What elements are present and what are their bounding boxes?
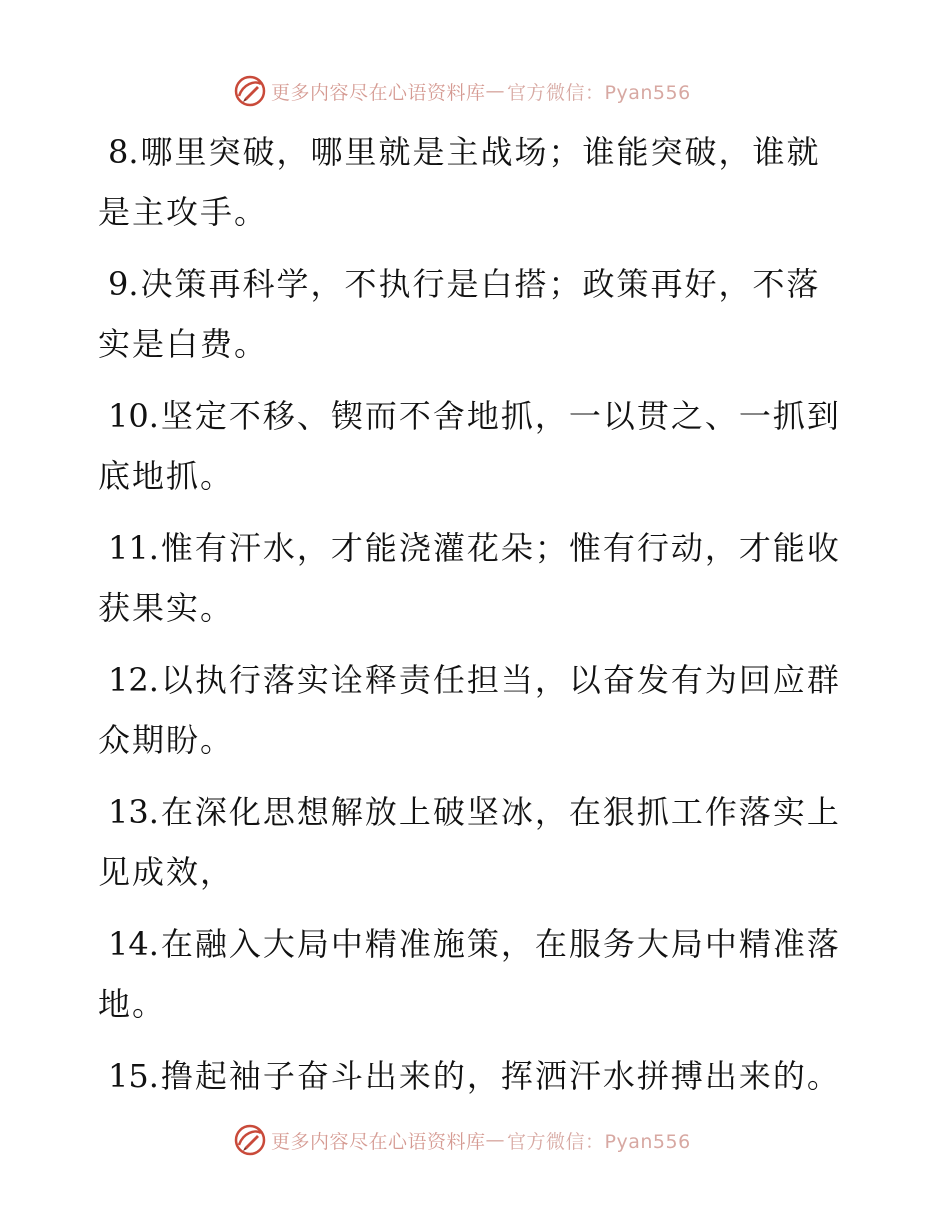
watermark-brand-text: 更多内容尽在心语资料库 — [271, 1130, 486, 1153]
list-item — [98, 782, 848, 902]
footer-watermark-banner — [233, 1120, 691, 1160]
item-text: 撸起袖子奋斗出来的，挥洒汗水拼搏出来的。 — [160, 1057, 841, 1095]
header-watermark-banner — [233, 71, 691, 111]
item-text: 决策再科学，不执行是白搭；政策再好，不落实是白费。 — [98, 265, 821, 363]
item-text: 以执行落实诠释责任担当，以奋发有为回应群众期盼。 — [98, 661, 841, 759]
watermark-wechat-text: 官方微信：Pyan556 — [507, 81, 691, 104]
item-text: 惟有汗水，才能浇灌花朵；惟有行动，才能收获果实。 — [98, 529, 841, 627]
list-item — [98, 254, 848, 374]
list-item — [98, 122, 848, 242]
item-number: 9. — [108, 265, 139, 303]
watermark-separator: — — [485, 80, 506, 102]
item-number: 8. — [108, 133, 139, 171]
list-item — [98, 914, 848, 1034]
list-item — [98, 1046, 848, 1106]
watermark-separator: — — [485, 1129, 506, 1151]
item-text: 在融入大局中精准施策，在服务大局中精准落地。 — [98, 925, 841, 1023]
item-text: 在深化思想解放上破坚冰，在狠抓工作落实上见成效， — [98, 793, 841, 891]
watermark-brand-text: 更多内容尽在心语资料库 — [271, 81, 486, 104]
item-number: 10. — [108, 397, 159, 435]
item-text: 哪里突破，哪里就是主战场；谁能突破，谁就是主攻手。 — [98, 133, 821, 231]
list-item — [98, 386, 848, 506]
list-item — [98, 650, 848, 770]
item-number: 14. — [108, 925, 159, 963]
item-number: 12. — [108, 661, 159, 699]
quote-list — [0, 122, 950, 1118]
item-text: 坚定不移、锲而不舍地抓，一以贯之、一抓到底地抓。 — [98, 397, 841, 495]
list-item — [98, 518, 848, 638]
item-number: 11. — [108, 529, 159, 567]
pen-logo-icon — [233, 74, 267, 108]
item-number: 15. — [108, 1057, 159, 1095]
item-number: 13. — [108, 793, 159, 831]
watermark-wechat-text: 官方微信：Pyan556 — [507, 1130, 691, 1153]
pen-logo-icon — [233, 1123, 267, 1157]
